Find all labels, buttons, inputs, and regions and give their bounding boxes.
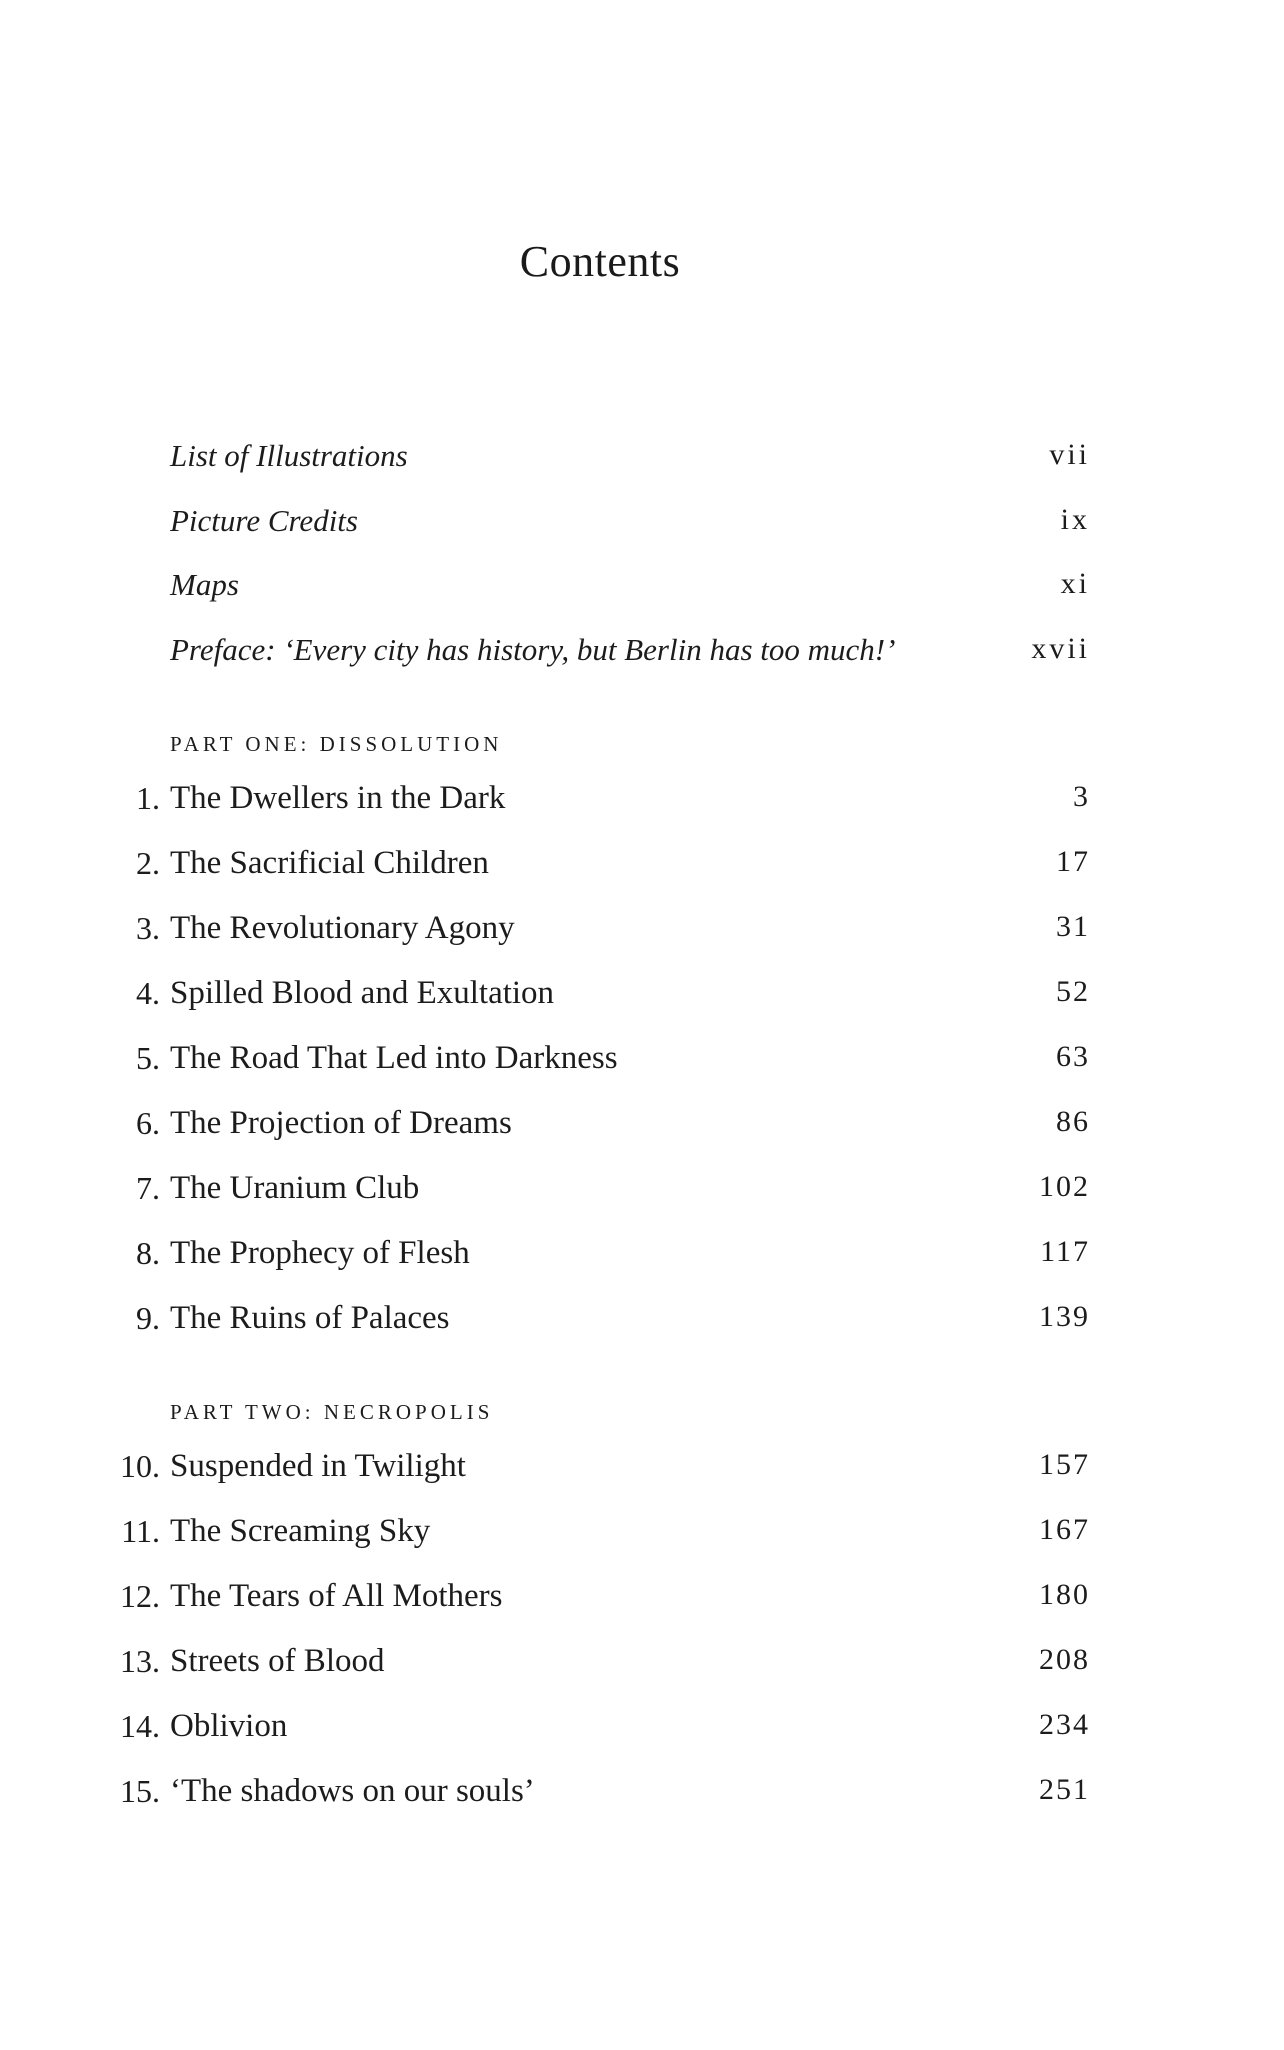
chapter-number: 1. [136,780,160,816]
chapter-title: Streets of Blood [170,1643,385,1679]
toc-entry-chapter[interactable] [0,1300,1284,1350]
chapter-page: 102 [1039,1170,1090,1203]
chapter-number: 9. [136,1300,160,1336]
toc-entry-page: xi [1060,567,1090,600]
chapter-number: 2. [136,845,160,881]
toc-entry-page: xvii [1031,632,1090,665]
chapter-title: The Prophecy of Flesh [170,1235,470,1271]
toc-entry-chapter[interactable] [0,1773,1284,1823]
toc-entry-chapter[interactable] [0,1040,1284,1090]
chapter-number: 14. [120,1708,160,1744]
chapter-page: 3 [1073,780,1090,813]
chapter-page: 167 [1039,1513,1090,1546]
chapter-number: 3. [136,910,160,946]
toc-entry-chapter[interactable] [0,1170,1284,1220]
chapter-page: 52 [1056,975,1090,1008]
toc-entry-label: List of Illustrations [170,438,408,473]
chapter-page: 86 [1056,1105,1090,1138]
toc-entry-chapter[interactable] [0,1513,1284,1563]
toc-entry-front[interactable] [0,503,1284,553]
toc-entry-chapter[interactable] [0,910,1284,960]
part-heading: PART ONE: DISSOLUTION [170,732,503,756]
toc-entry-label: Maps [170,567,239,602]
chapter-number: 15. [120,1773,160,1809]
chapter-title: The Dwellers in the Dark [170,780,506,816]
chapter-number: 6. [136,1105,160,1141]
chapter-title: ‘The shadows on our souls’ [170,1773,535,1809]
chapter-number: 12. [120,1578,160,1614]
toc-entry-chapter[interactable] [0,1578,1284,1628]
chapter-page: 157 [1039,1448,1090,1481]
toc-entry-page: ix [1060,503,1090,536]
toc-entry-front[interactable] [0,438,1284,488]
chapter-number: 10. [120,1448,160,1484]
toc-entry-page: vii [1049,438,1090,471]
chapter-number: 8. [136,1235,160,1271]
toc-entry-chapter[interactable] [0,845,1284,895]
chapter-title: The Projection of Dreams [170,1105,512,1141]
chapter-title: Oblivion [170,1708,288,1744]
toc-entry-chapter[interactable] [0,1235,1284,1285]
chapter-number: 5. [136,1040,160,1076]
chapter-page: 208 [1039,1643,1090,1676]
chapter-title: Suspended in Twilight [170,1448,466,1484]
chapter-page: 63 [1056,1040,1090,1073]
chapter-page: 251 [1039,1773,1090,1806]
chapter-page: 180 [1039,1578,1090,1611]
chapter-title: Spilled Blood and Exultation [170,975,555,1011]
toc-entry-chapter[interactable] [0,1105,1284,1155]
toc-entry-label: Picture Credits [170,503,358,538]
toc-entry-chapter[interactable] [0,975,1284,1025]
toc-entry-chapter[interactable] [0,1708,1284,1758]
chapter-title: The Tears of All Mothers [170,1578,503,1614]
toc-entry-chapter[interactable] [0,780,1284,830]
toc-entry-front[interactable] [0,632,1284,682]
chapter-title: The Screaming Sky [170,1513,431,1549]
chapter-page: 139 [1039,1300,1090,1333]
chapter-page: 31 [1056,910,1090,943]
chapter-number: 11. [121,1513,160,1549]
toc-entry-label: Preface: ‘Every city has history, but Berlin has too much!’ [170,632,896,667]
chapter-number: 7. [136,1170,160,1206]
part-heading: PART TWO: NECROPOLIS [170,1400,494,1424]
page-title: Contents [519,237,681,286]
chapter-page: 17 [1056,845,1090,878]
toc-entry-chapter[interactable] [0,1643,1284,1693]
chapter-number: 13. [120,1643,160,1679]
chapter-title: The Revolutionary Agony [170,910,515,946]
chapter-title: The Ruins of Palaces [170,1300,450,1336]
chapter-title: The Uranium Club [170,1170,420,1206]
chapter-page: 117 [1040,1235,1090,1268]
toc-entry-chapter[interactable] [0,1448,1284,1498]
toc-entry-front[interactable] [0,567,1284,617]
chapter-title: The Sacrificial Children [170,845,489,881]
chapter-page: 234 [1039,1708,1090,1741]
chapter-number: 4. [136,975,160,1011]
chapter-title: The Road That Led into Darkness [170,1040,618,1076]
